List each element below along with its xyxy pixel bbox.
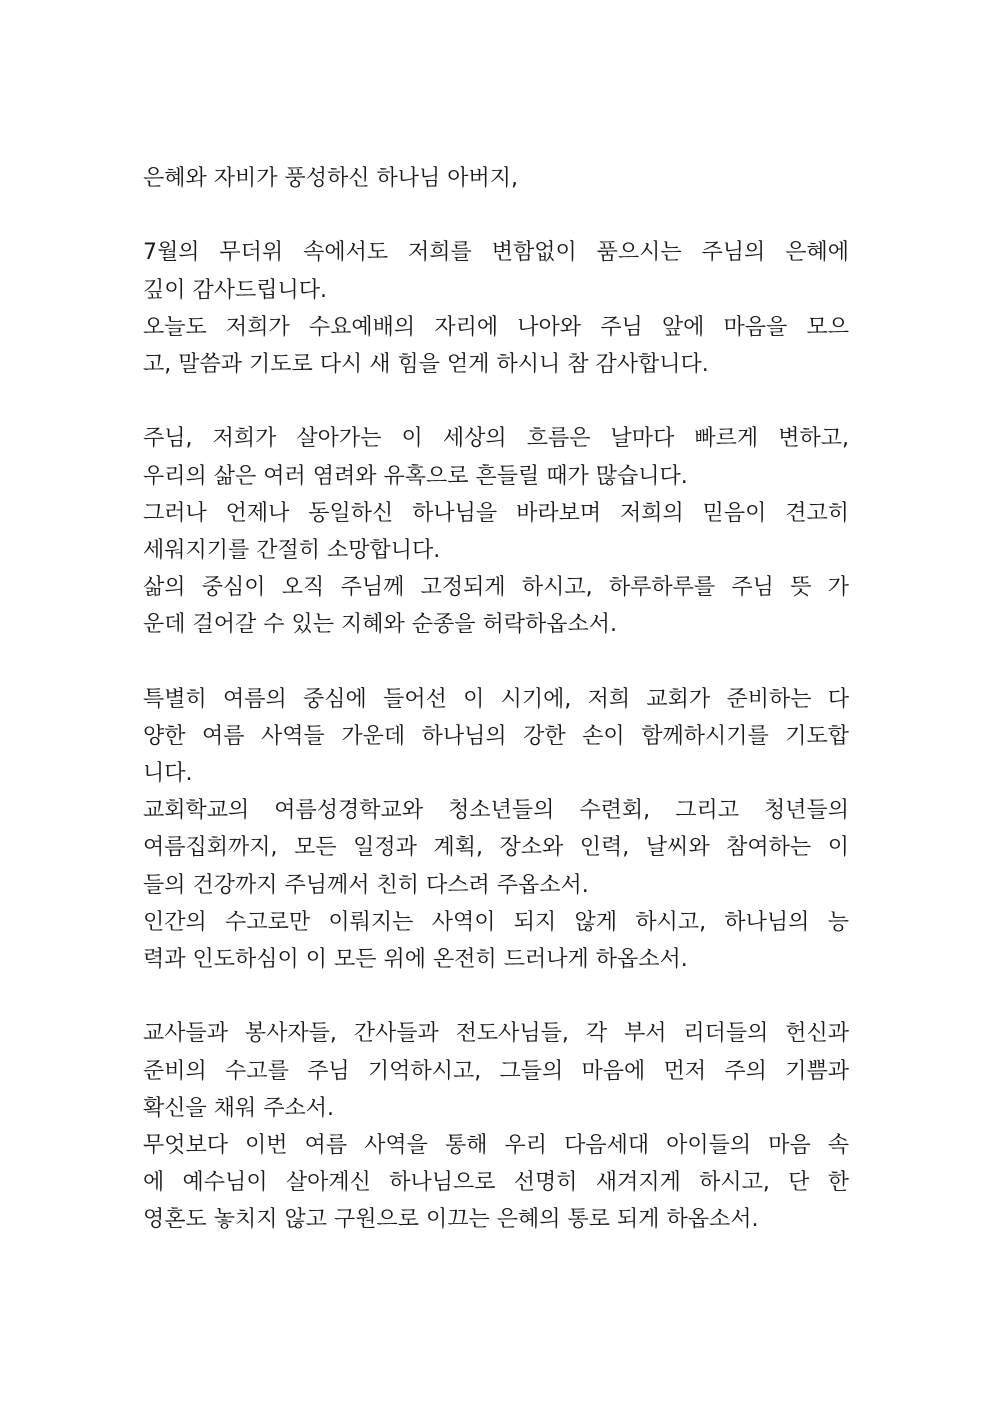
text-line: 여름집회까지, 모든 일정과 계획, 장소와 인력, 날씨와 참여하는 이 — [143, 835, 849, 861]
text-line: 력과 인도하심이 이 모든 위에 온전히 드러나게 하옵소서. — [143, 946, 688, 972]
text-line: 확신을 채워 주소서. — [143, 1095, 334, 1121]
text-line: 영혼도 놓치지 않고 구원으로 이끄는 은혜의 통로 되게 하옵소서. — [143, 1207, 759, 1233]
text-line: 특별히 여름의 중심에 들어선 이 시기에, 저희 교회가 준비하는 다 — [143, 686, 849, 712]
text-line: 삶의 중심이 오직 주님께 고정되게 하시고, 하루하루를 주님 뜻 가 — [143, 575, 849, 601]
text-line: 교사들과 봉사자들, 간사들과 전도사님들, 각 부서 리더들의 헌신과 — [143, 1021, 849, 1047]
paragraph-spacer — [143, 197, 849, 234]
text-line: 세워지기를 간절히 소망합니다. — [143, 537, 441, 563]
text-line: 양한 여름 사역들 가운데 하나님의 강한 손이 함께하시기를 기도합 — [143, 723, 849, 749]
text-line: 운데 걸어갈 수 있는 지혜와 순종을 허락하옵소서. — [143, 612, 617, 638]
text-line: 우리의 삶은 여러 염려와 유혹으로 흔들릴 때가 많습니다. — [143, 463, 688, 489]
text-line: 니다. — [143, 761, 193, 786]
text-line: 고, 말씀과 기도로 다시 새 힘을 얻게 하시니 참 감사합니다. — [143, 351, 709, 377]
text-line: 주님, 저희가 살아가는 이 세상의 흐름은 날마다 빠르게 변하고, — [143, 426, 849, 452]
text-line: 인간의 수고로만 이뤄지는 사역이 되지 않게 하시고, 하나님의 능 — [143, 909, 849, 935]
text-line: 들의 건강까지 주님께서 친히 다스려 주옵소서. — [143, 872, 589, 898]
text-line: 은혜와 자비가 풍성하신 하나님 아버지, — [143, 166, 518, 191]
paragraph-spacer — [143, 383, 849, 420]
paragraph-spacer — [143, 978, 849, 1015]
text-line: 7월의 무더위 속에서도 저희를 변함없이 품으시는 주님의 은혜에 — [143, 240, 849, 266]
prayer-text-body — [143, 160, 849, 1238]
text-line: 그러나 언제나 동일하신 하나님을 바라보며 저희의 믿음이 견고히 — [143, 500, 849, 526]
paragraph-spacer — [143, 643, 849, 680]
text-line: 교회학교의 여름성경학교와 청소년들의 수련회, 그리고 청년들의 — [143, 798, 849, 824]
text-line: 무엇보다 이번 여름 사역을 통해 우리 다음세대 아이들의 마음 속 — [143, 1132, 849, 1158]
text-line: 깊이 감사드립니다. — [143, 277, 328, 303]
text-line: 준비의 수고를 주님 기억하시고, 그들의 마음에 먼저 주의 기쁨과 — [143, 1058, 849, 1084]
text-line: 오늘도 저희가 수요예배의 자리에 나아와 주님 앞에 마음을 모으 — [143, 314, 849, 340]
text-line: 에 예수님이 살아계신 하나님으로 선명히 새겨지게 하시고, 단 한 — [143, 1170, 849, 1196]
